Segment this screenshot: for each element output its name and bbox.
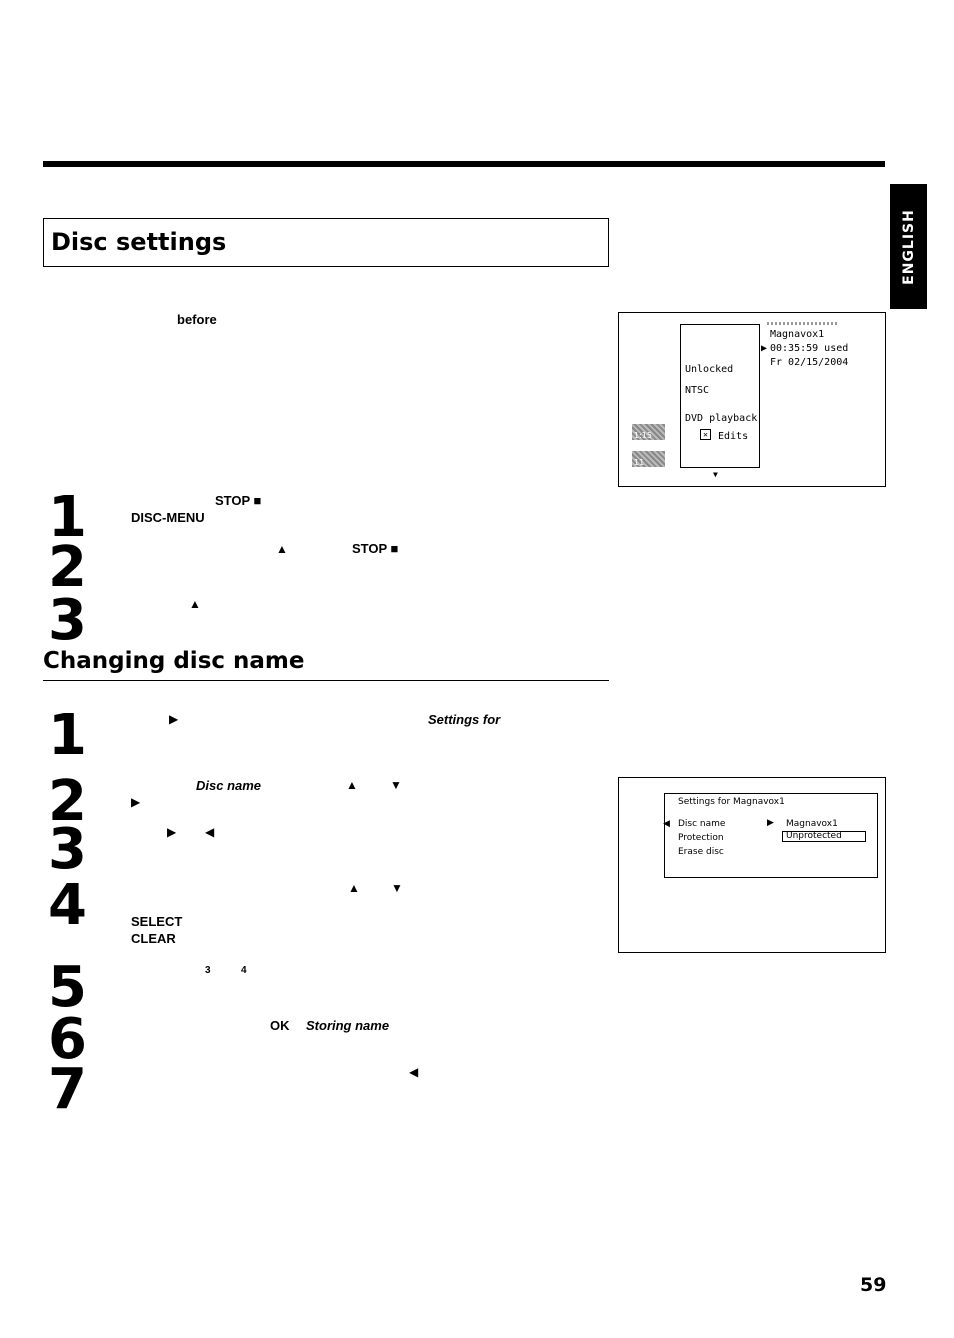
step-b6-number: 6 — [48, 1007, 85, 1072]
page-number: 59 — [860, 1274, 887, 1296]
key-clear: CLEAR — [131, 931, 176, 946]
top-rule — [43, 161, 885, 167]
step-b5-number: 5 — [48, 955, 85, 1020]
video-standard: NTSC — [685, 385, 710, 396]
timer-icon — [632, 424, 665, 440]
up-arrow-icon: ▲ — [346, 778, 358, 792]
language-label: ENGLISH — [900, 208, 917, 285]
step-b4-number: 4 — [48, 873, 85, 938]
setting-label-protection: Protection — [678, 833, 724, 843]
up-arrow-icon: ▲ — [348, 881, 360, 895]
intro-keyword: before — [177, 312, 217, 327]
subsection-rule — [43, 680, 609, 681]
ref-step-4: 4 — [241, 965, 247, 976]
section-title: Disc settings — [51, 228, 227, 256]
step-a1-key-stop: STOP ■ — [215, 493, 262, 508]
up-arrow-icon: ▲ — [189, 597, 201, 611]
antenna-icon — [632, 451, 665, 467]
settings-panel — [664, 793, 878, 878]
disc-info-screen — [618, 312, 886, 487]
ref-settings-for: Settings for — [428, 712, 501, 727]
down-arrow-icon: ▼ — [391, 881, 403, 895]
checkbox-icon: ✕ — [700, 429, 711, 440]
antenna-icon-label: 11 — [634, 458, 645, 467]
step-b2-number: 2 — [48, 769, 85, 834]
time-used: 00:35:59 used — [770, 343, 849, 354]
disc-name: Magnavox1 — [770, 329, 825, 340]
left-pointer-icon: ◀ — [663, 819, 670, 829]
step-a2-number: 2 — [48, 535, 85, 600]
playback-mode: DVD playback — [685, 413, 758, 424]
title-bar-decor — [767, 322, 839, 325]
ref-storing-name: Storing name — [306, 1018, 390, 1033]
right-pointer-icon: ▶ — [767, 818, 774, 828]
right-arrow-icon: ▶ — [131, 795, 141, 809]
info-panel — [680, 324, 760, 468]
disc-settings-screen — [618, 777, 886, 953]
disc-date: Fr 02/15/2004 — [770, 357, 849, 368]
lock-status: Unlocked — [685, 364, 734, 375]
key-select: SELECT — [131, 914, 183, 929]
ref-step-3: 3 — [205, 965, 211, 976]
left-arrow-icon: ◀ — [205, 825, 215, 839]
step-a3-number: 3 — [48, 588, 85, 653]
step-b3-number: 3 — [48, 817, 85, 882]
ref-disc-name: Disc name — [196, 778, 262, 793]
step-b1-number: 1 — [48, 703, 85, 768]
setting-value-disc-name: Magnavox1 — [786, 819, 838, 829]
step-a2-key-stop: STOP ■ — [352, 541, 399, 556]
right-arrow-icon: ▶ — [167, 825, 177, 839]
language-tab — [890, 184, 927, 309]
up-arrow-icon: ▲ — [276, 542, 288, 556]
scroll-down-icon: ▼ — [713, 470, 718, 479]
step-b7-number: 7 — [48, 1057, 85, 1122]
down-arrow-icon: ▼ — [390, 778, 402, 792]
subsection-title: Changing disc name — [43, 648, 305, 674]
timer-icon-label: 1:15 — [634, 431, 652, 440]
edits-label: Edits — [718, 431, 749, 442]
setting-label-disc-name: Disc name — [678, 819, 726, 829]
right-arrow-icon: ▶ — [169, 712, 179, 726]
pointer-icon: ▶ — [761, 343, 768, 354]
setting-label-erase-disc: Erase disc — [678, 847, 724, 857]
setting-value-protection: Unprotected — [782, 831, 866, 842]
left-arrow-icon: ◀ — [409, 1065, 419, 1079]
step-a1-key-discmenu: DISC-MENU — [131, 510, 205, 525]
settings-header: Settings for Magnavox1 — [678, 797, 785, 807]
step-a1-number: 1 — [48, 485, 85, 550]
key-ok: OK — [270, 1018, 290, 1033]
section-title-box — [43, 218, 609, 267]
